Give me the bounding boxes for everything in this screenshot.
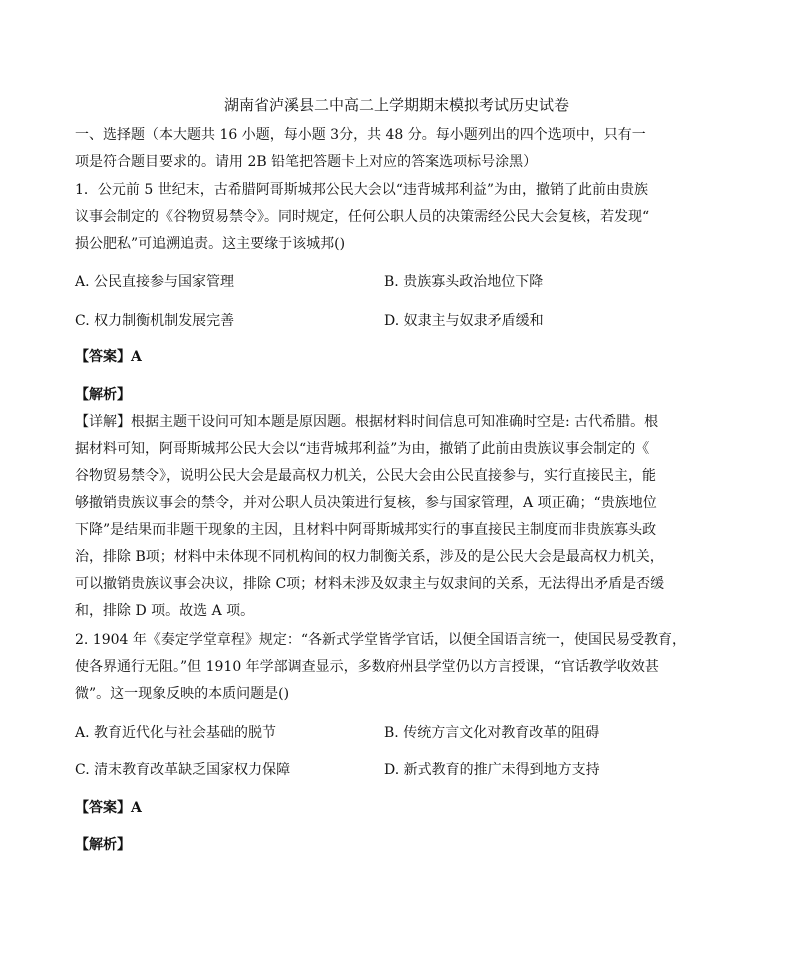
q1-analysis-line-2: 据材料可知，阿哥斯城邦公民大会以“违背城邦利益”为由，撤销了此前由贵族议事会制定的《 xyxy=(75,441,650,457)
q2-stem-line-1: 2. 1904 年《奏定学堂章程》规定：“各新式学堂皆学官话，以便全国语言统一，使国民易受教育， xyxy=(75,632,687,648)
section-instructions-line-1: 一、选择题（本大题共 16 小题，每小题 3分，共 48 分。每小题列出的四个选项中，只有一 xyxy=(75,127,646,143)
q1-stem-line-2: 议事会制定的《谷物贸易禁令》。同时规定，任何公职人员的决策需经公民大会复核，若发现“ xyxy=(75,209,650,225)
q1-analysis-line-5: 下降”是结果而非题干现象的主因，且材料中阿哥斯城邦实行的事直接民主制度而非贵族寡头政 xyxy=(75,522,657,538)
q1-option-d: D. 奴隶主与奴隶矛盾缓和 xyxy=(384,313,544,329)
q2-option-b: B. 传统方言文化对教育改革的阻碍 xyxy=(384,725,600,741)
q1-analysis-line-8: 和，排除 D 项。故选 A 项。 xyxy=(75,603,255,619)
q1-analysis-line-3: 谷物贸易禁令》，说明公民大会是最高权力机关，公民大会由公民直接参与，实行直接民主，能 xyxy=(75,468,656,484)
section-instructions-line-2: 项是符合题目要求的。请用 2B 铅笔把答题卡上对应的答案选项标号涂黑） xyxy=(75,154,538,170)
q2-option-a: A. 教育近代化与社会基础的脱节 xyxy=(75,725,277,741)
q2-answer: 【答案】A xyxy=(75,800,142,816)
q1-analysis-label: 【解析】 xyxy=(75,387,131,403)
q1-analysis-line-1: 【详解】根据主题干设问可知本题是原因题。根据材料时间信息可知准确时空是: 古代希腊。根 xyxy=(75,414,659,430)
q1-stem-line-1: 1．公元前 5 世纪末，古希腊阿哥斯城邦公民大会以“违背城邦利益”为由，撤销了此前由贵族 xyxy=(75,182,649,198)
q2-stem-line-2: 使各界通行无阻。”但 1910 年学部调查显示，多数府州县学堂仍以方言授课，“官话教学收效甚 xyxy=(75,659,659,675)
q2-analysis-label: 【解析】 xyxy=(75,837,131,853)
page-title: 湖南省泸溪县二中高二上学期期末模拟考试历史试卷 xyxy=(223,96,569,114)
q1-option-b: B. 贵族寡头政治地位下降 xyxy=(384,274,544,290)
q2-option-d: D. 新式教育的推广未得到地方支持 xyxy=(384,762,600,778)
q1-analysis-line-7: 可以撤销贵族议事会决议，排除 C项；材料未涉及奴隶主与奴隶间的关系，无法得出矛盾是否缓 xyxy=(75,576,665,592)
q2-stem-line-3: 微”。这一现象反映的本质问题是() xyxy=(75,686,290,702)
q1-answer: 【答案】A xyxy=(75,349,142,365)
q2-option-c: C. 清末教育改革缺乏国家权力保障 xyxy=(75,762,291,778)
q1-option-c: C. 权力制衡机制发展完善 xyxy=(75,313,235,329)
q1-stem-line-3: 损公肥私”可追溯追责。这主要缘于该城邦() xyxy=(75,236,346,252)
q1-analysis-line-4: 够撤销贵族议事会的禁令，并对公职人员决策进行复核，参与国家管理，A 项正确；“贵族地位 xyxy=(75,495,657,511)
q1-analysis-line-6: 治，排除 B项；材料中未体现不同机构间的权力制衡关系，涉及的是公民大会是最高权力机关， xyxy=(75,549,664,565)
q1-option-a: A. 公民直接参与国家管理 xyxy=(75,274,235,290)
